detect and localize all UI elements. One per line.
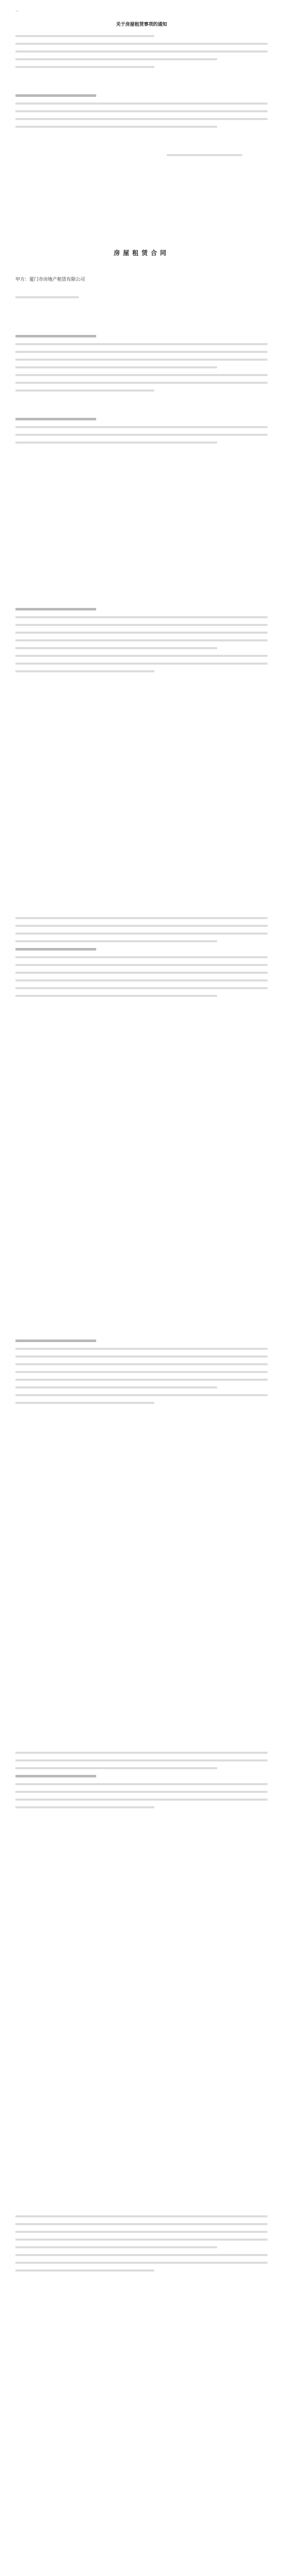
contract-articles-4 xyxy=(15,1340,268,1410)
party-b-line xyxy=(15,296,268,304)
contract-articles-3 xyxy=(15,917,268,1003)
page-corner-mark: — xyxy=(15,9,19,13)
notice-title: 关于房屋租赁事项的通知 xyxy=(116,22,167,27)
contract-articles-5 xyxy=(15,1752,268,1814)
notice-body xyxy=(15,35,268,162)
party-a-line: 甲方：厦门市房地产租赁有限公司 xyxy=(15,277,85,282)
contract-articles-1 xyxy=(15,335,268,449)
contract-articles-2 xyxy=(15,608,268,678)
contract-articles-6 xyxy=(15,2215,268,2277)
contract-title: 房屋租赁合同 xyxy=(113,249,169,257)
